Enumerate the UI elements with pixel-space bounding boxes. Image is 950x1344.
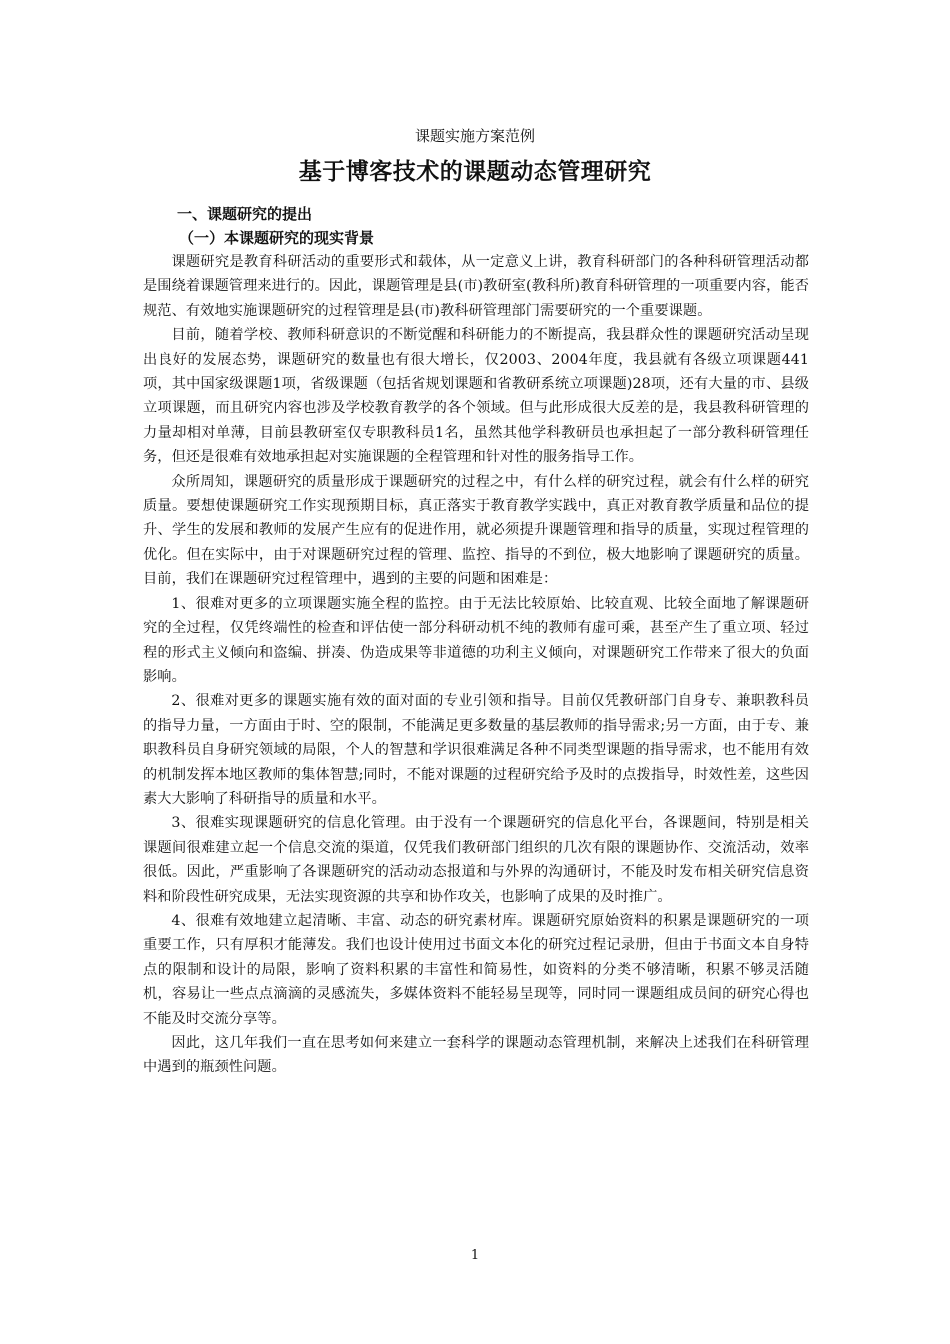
paragraph-conclusion: 因此，这几年我们一直在思考如何来建立一套科学的课题动态管理机制，来解决上述我们在科研管理中遇到的瓶颈性问题。 — [143, 1035, 809, 1076]
subsection-heading: （一）本课题研究的现实背景 — [179, 229, 375, 247]
paragraph-2: 目前，随着学校、教师科研意识的不断觉醒和科研能力的不断提高，我县群众性的课题研究活动呈现出良好的发展态势，课题研究的数量也有很大增长，仅2003、2004年度，我县就有各级立项课题441项，其中国家级课题1项，省级课题（包括省规划课题和省教研系统立项课题)28项，还有大量的市、县级立项课题，而且研究内容也涉及学校教育教学的各个领域。但与此形成很大反差的是，我县教科研管理的力量却相对单薄，目前县教研室仅专职教科员1名，虽然其他学科教研员也承担起了一部分教科研管理任务，但还是很难有效地承担起对实施课题的全程管理和针对性的服务指导工作。 — [143, 327, 809, 466]
document-label: 课题实施方案范例 — [414, 127, 535, 145]
document-body — [143, 202, 809, 1080]
paragraph-3: 众所周知，课题研究的质量形成于课题研究的过程之中，有什么样的研究过程，就会有什么样的研究质量。要想使课题研究工作实现预期目标，真正落实于教育教学实践中，真正对教育教学质量和品位的提升、学生的发展和教师的发展产生应有的促进作用，就必须提升课题管理和指导的质量，实现过程管理的优化。但在实际中，由于对课题研究过程的管理、监控、指导的不到位，极大地影响了课题研究的质量。目前，我们在课题研究过程管理中，遇到的主要的问题和困难是： — [143, 473, 809, 588]
section-heading: 一、课题研究的提出 — [177, 205, 313, 223]
paragraph-problem-1: 1、很难对更多的立项课题实施全程的监控。由于无法比较原始、比较直观、比较全面地了解课题研究的全过程，仅凭终端性的检查和评估使一部分科研动机不纯的教师有虚可乘，甚至产生了重立项、轻过程的形式主义倾向和盗编、拼凑、伪造成果等非道德的功利主义倾向，对课题研究工作带来了很大的负面影响。 — [143, 595, 809, 685]
document-title: 基于博客技术的课题动态管理研究 — [298, 159, 652, 185]
page-number: 1 — [470, 1248, 480, 1263]
paragraph-1: 课题研究是教育科研活动的重要形式和载体，从一定意义上讲，教育科研部门的各种科研管理活动都是围绕着课题管理来进行的。因此，课题管理是县(市)教研室(教科所)教育科研管理的一项重要内容，能否规范、有效地实施课题研究的过程管理是县(市)教科研管理部门需要研究的一个重要课题。 — [143, 254, 809, 319]
paragraph-problem-3: 3、很难实现课题研究的信息化管理。由于没有一个课题研究的信息化平台，各课题间，特别是相关课题间很难建立起一个信息交流的渠道，仅凭我们教研部门组织的几次有限的课题协作、交流活动，效率很低。因此，严重影响了各课题研究的活动动态报道和与外界的沟通研讨，不能及时发布相关研究信息资料和阶段性研究成果，无法实现资源的共享和协作攻关，也影响了成果的及时推广。 — [143, 815, 809, 905]
paragraph-problem-2: 2、很难对更多的课题实施有效的面对面的专业引领和指导。目前仅凭教研部门自身专、兼职教科员的指导力量，一方面由于时、空的限制，不能满足更多数量的基层教师的指导需求;另一方面，由于专、兼职教科员自身研究领域的局限，个人的智慧和学识很难满足各种不同类型课题的指导需求，也不能用有效的机制发挥本地区教师的集体智慧;同时，不能对课题的过程研究给予及时的点拨指导，时效性差，这些因素大大影响了科研指导的质量和水平。 — [143, 693, 809, 807]
paragraph-problem-4: 4、很难有效地建立起清晰、丰富、动态的研究素材库。课题研究原始资料的积累是课题研究的一项重要工作，只有厚积才能薄发。我们也设计使用过书面文本化的研究过程记录册，但由于书面文本自身特点的限制和设计的局限，影响了资料积累的丰富性和简易性，如资料的分类不够清晰，积累不够灵活随机，容易让一些点点滴滴的灵感流失，多媒体资料不能轻易呈现等，同时同一课题组成员间的研究心得也不能及时交流分享等。 — [143, 912, 809, 1027]
